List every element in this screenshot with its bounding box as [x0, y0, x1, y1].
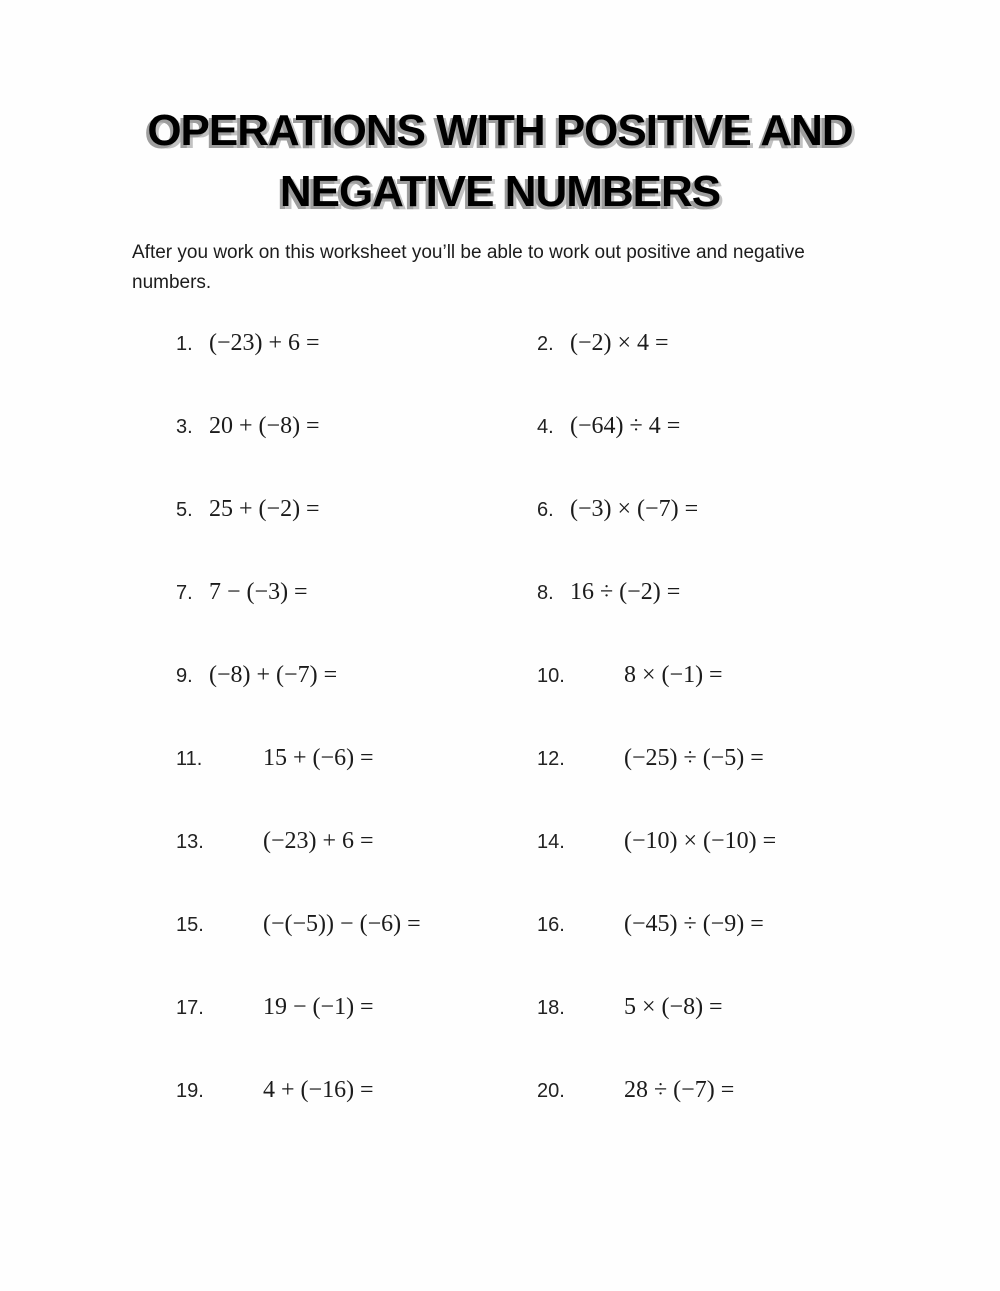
problem-7: [176, 576, 308, 609]
problem-4: [537, 410, 680, 443]
problem-number: 4.: [537, 416, 554, 438]
problem-number: 2.: [537, 333, 554, 355]
problem-10: [537, 659, 723, 692]
problem-number: 20.: [537, 1080, 565, 1102]
problem-16: [537, 908, 764, 941]
problem-19: [176, 1074, 374, 1107]
problem-number: 7.: [176, 582, 193, 604]
problem-expression: 28 ÷ (−7) =: [624, 1077, 735, 1103]
problem-number: 12.: [537, 748, 565, 770]
problem-number: 8.: [537, 582, 554, 604]
problem-expression: (−10) × (−10) =: [624, 828, 777, 854]
problem-expression: 19 − (−1) =: [263, 994, 374, 1020]
problem-number: 13.: [176, 831, 204, 853]
problem-number: 6.: [537, 499, 554, 521]
problem-number: 1.: [176, 333, 193, 355]
problem-8: [537, 576, 680, 609]
problem-number: 9.: [176, 665, 193, 687]
problem-3: [176, 410, 320, 443]
problem-9: [176, 659, 337, 692]
problem-number: 15.: [176, 914, 204, 936]
problem-number: 18.: [537, 997, 565, 1019]
problem-14: [537, 825, 776, 858]
problem-number: 10.: [537, 665, 565, 687]
worksheet-title: [0, 100, 1000, 222]
problem-expression: (−23) + 6 =: [263, 828, 374, 854]
problem-expression: 5 × (−8) =: [624, 994, 723, 1020]
problem-number: 19.: [176, 1080, 204, 1102]
problem-expression: (−23) + 6 =: [209, 330, 320, 356]
problem-expression: 4 + (−16) =: [263, 1077, 374, 1103]
problem-expression: 16 ÷ (−2) =: [570, 579, 681, 605]
problem-number: 3.: [176, 416, 193, 438]
problem-expression: 20 + (−8) =: [209, 413, 320, 439]
problem-2: [537, 327, 669, 360]
problem-expression: (−2) × 4 =: [570, 330, 669, 356]
problem-13: [176, 825, 374, 858]
problem-number: 14.: [537, 831, 565, 853]
problem-1: [176, 327, 320, 360]
problem-expression: (−3) × (−7) =: [570, 496, 699, 522]
problem-expression: 7 − (−3) =: [209, 579, 308, 605]
problem-expression: (−8) + (−7) =: [209, 662, 338, 688]
problem-6: [537, 493, 698, 526]
problem-expression: (−64) ÷ 4 =: [570, 413, 681, 439]
problem-number: 17.: [176, 997, 204, 1019]
problem-18: [537, 991, 723, 1024]
problem-expression: (−45) ÷ (−9) =: [624, 911, 764, 937]
problem-11: [176, 742, 374, 775]
problem-12: [537, 742, 764, 775]
title-line-2: NEGATIVE NUMBERS: [279, 167, 721, 216]
problem-20: [537, 1074, 734, 1107]
problem-17: [176, 991, 374, 1024]
problem-number: 11.: [176, 748, 203, 770]
problem-number: 5.: [176, 499, 193, 521]
problem-15: [176, 908, 421, 941]
problem-number: 16.: [537, 914, 565, 936]
problem-expression: 15 + (−6) =: [263, 745, 374, 771]
problem-expression: 25 + (−2) =: [209, 496, 320, 522]
problem-expression: (−25) ÷ (−5) =: [624, 745, 764, 771]
worksheet-instructions: After you work on this worksheet you’ll be able to work out positive and negative numbers.: [132, 242, 805, 293]
problem-expression: (−(−5)) − (−6) =: [263, 911, 421, 937]
problem-expression: 8 × (−1) =: [624, 662, 723, 688]
title-line-1: OPERATIONS WITH POSITIVE AND: [147, 106, 853, 155]
problem-5: [176, 493, 320, 526]
